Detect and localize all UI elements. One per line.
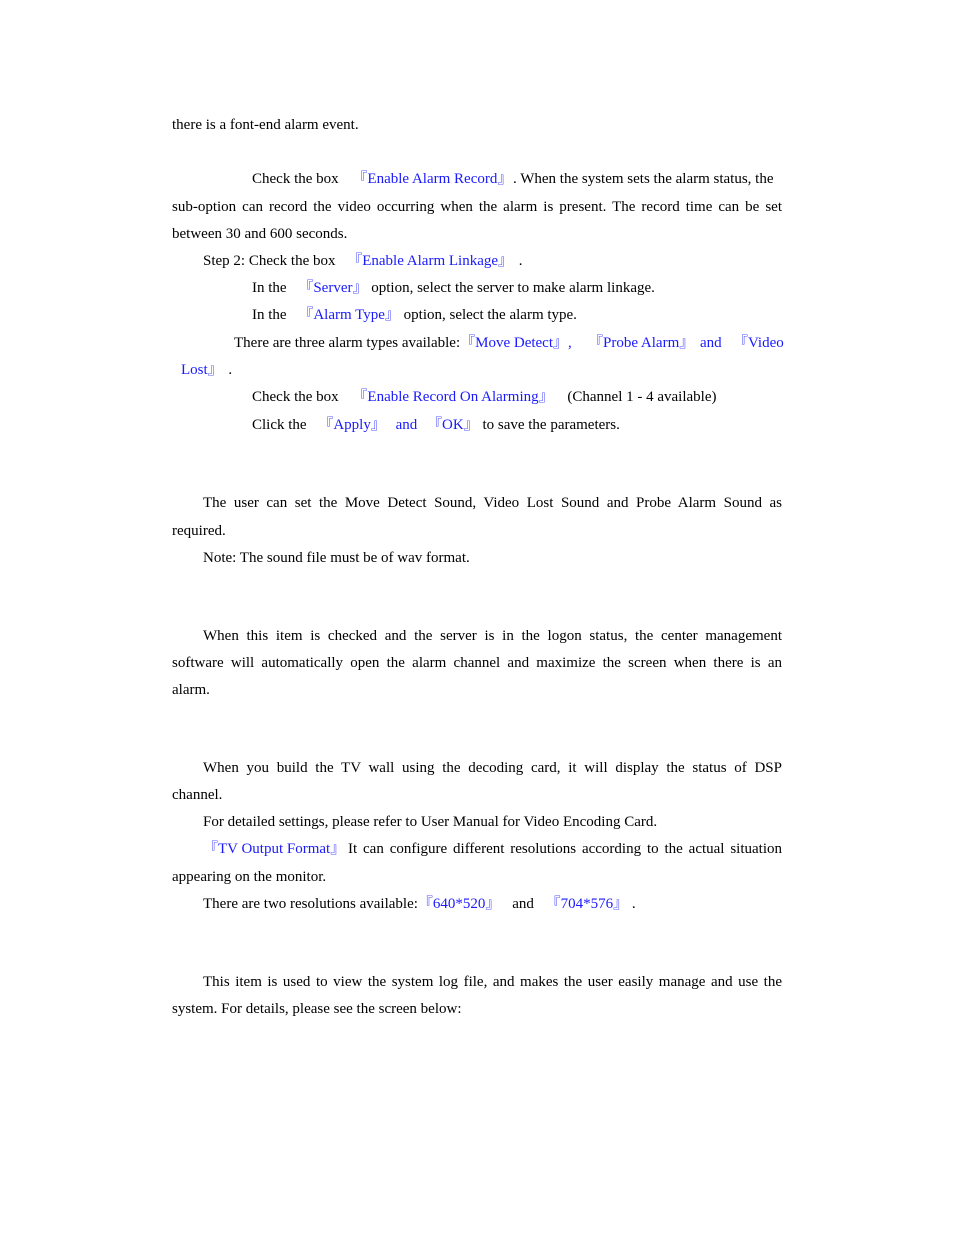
- text: option, select the alarm type.: [403, 307, 577, 323]
- text-line: system. For details, please see the screen below:: [172, 1001, 462, 1017]
- option-server: 『Server』: [298, 280, 368, 296]
- text: Click the: [252, 417, 307, 433]
- option-probe-alarm: 『Probe Alarm』: [588, 335, 695, 351]
- resolutions-line: [203, 895, 636, 913]
- option-move-detect: 『Move Detect』,: [460, 335, 572, 351]
- text: (Channel 1 - 4 available): [567, 389, 717, 405]
- text: .: [631, 896, 636, 912]
- text-line: The user can set the Move Detect Sound, Video Lost Sound and Probe Alarm Sound as: [203, 495, 782, 511]
- note-line: Note: The sound file must be of wav format.: [203, 550, 470, 566]
- text: to save the parameters.: [482, 417, 620, 433]
- option-apply: 『Apply』: [318, 417, 386, 433]
- text-line: sub-option can record the video occurring when the alarm is present. The record time can be set: [172, 199, 782, 215]
- text: Check the box: [252, 171, 339, 187]
- text-line: For detailed settings, please refer to User Manual for Video Encoding Card.: [203, 814, 658, 830]
- text: .: [228, 362, 233, 378]
- step-2-line: [203, 252, 523, 270]
- option-704x576: 『704*576』: [545, 896, 629, 912]
- apply-ok-line: [252, 416, 620, 434]
- text-line: software will automatically open the alarm channel and maximize the screen when there is an: [172, 655, 782, 671]
- and-word: and: [700, 335, 722, 351]
- text: Check the box: [252, 389, 339, 405]
- alarm-types-line: [234, 334, 572, 352]
- option-enable-alarm-linkage: 『Enable Alarm Linkage』: [347, 253, 514, 269]
- text-line: It can configure different resolutions according to the actual situation: [348, 841, 782, 857]
- text-line: required.: [172, 523, 226, 539]
- alarm-type-option-line: [252, 306, 577, 324]
- text-line: appearing on the monitor.: [172, 869, 327, 885]
- option-tv-output-format: 『TV Output Format』: [203, 841, 346, 857]
- text: In the: [252, 280, 287, 296]
- enable-alarm-record-line: [252, 170, 512, 188]
- text-line: When this item is checked and the server is in the logon status, the center management: [203, 628, 782, 644]
- text-line: channel.: [172, 787, 223, 803]
- option-ok: 『OK』: [427, 417, 479, 433]
- option-640x520: 『640*520』: [417, 896, 501, 912]
- text-line: . When the system sets the alarm status, the: [513, 171, 774, 187]
- option-video-lost-part1: 『Video: [733, 335, 784, 351]
- alarm-types-line-2: [181, 361, 232, 379]
- text: There are two resolutions available:: [203, 896, 418, 912]
- option-video-lost-part2: Lost』: [181, 362, 223, 378]
- text: In the: [252, 307, 287, 323]
- text: .: [518, 253, 523, 269]
- and-word: and: [395, 417, 418, 433]
- option-enable-alarm-record: 『Enable Alarm Record』: [352, 171, 513, 187]
- option-enable-record-on-alarming: 『Enable Record On Alarming』: [352, 389, 554, 405]
- text-line: there is a font-end alarm event.: [172, 117, 359, 133]
- server-option-line: [252, 279, 655, 297]
- record-on-alarm-line: [252, 388, 716, 406]
- text: There are three alarm types available:: [234, 335, 461, 351]
- text: Step 2: Check the box: [203, 253, 336, 269]
- and-word: and: [512, 896, 534, 912]
- option-alarm-type: 『Alarm Type』: [298, 307, 400, 323]
- text-line: between 30 and 600 seconds.: [172, 226, 348, 242]
- text-line: This item is used to view the system log file, and makes the user easily manage and use the: [203, 974, 782, 990]
- text-line: When you build the TV wall using the decoding card, it will display the status of DSP: [203, 760, 782, 776]
- text: option, select the server to make alarm linkage.: [371, 280, 655, 296]
- text-line: alarm.: [172, 682, 210, 698]
